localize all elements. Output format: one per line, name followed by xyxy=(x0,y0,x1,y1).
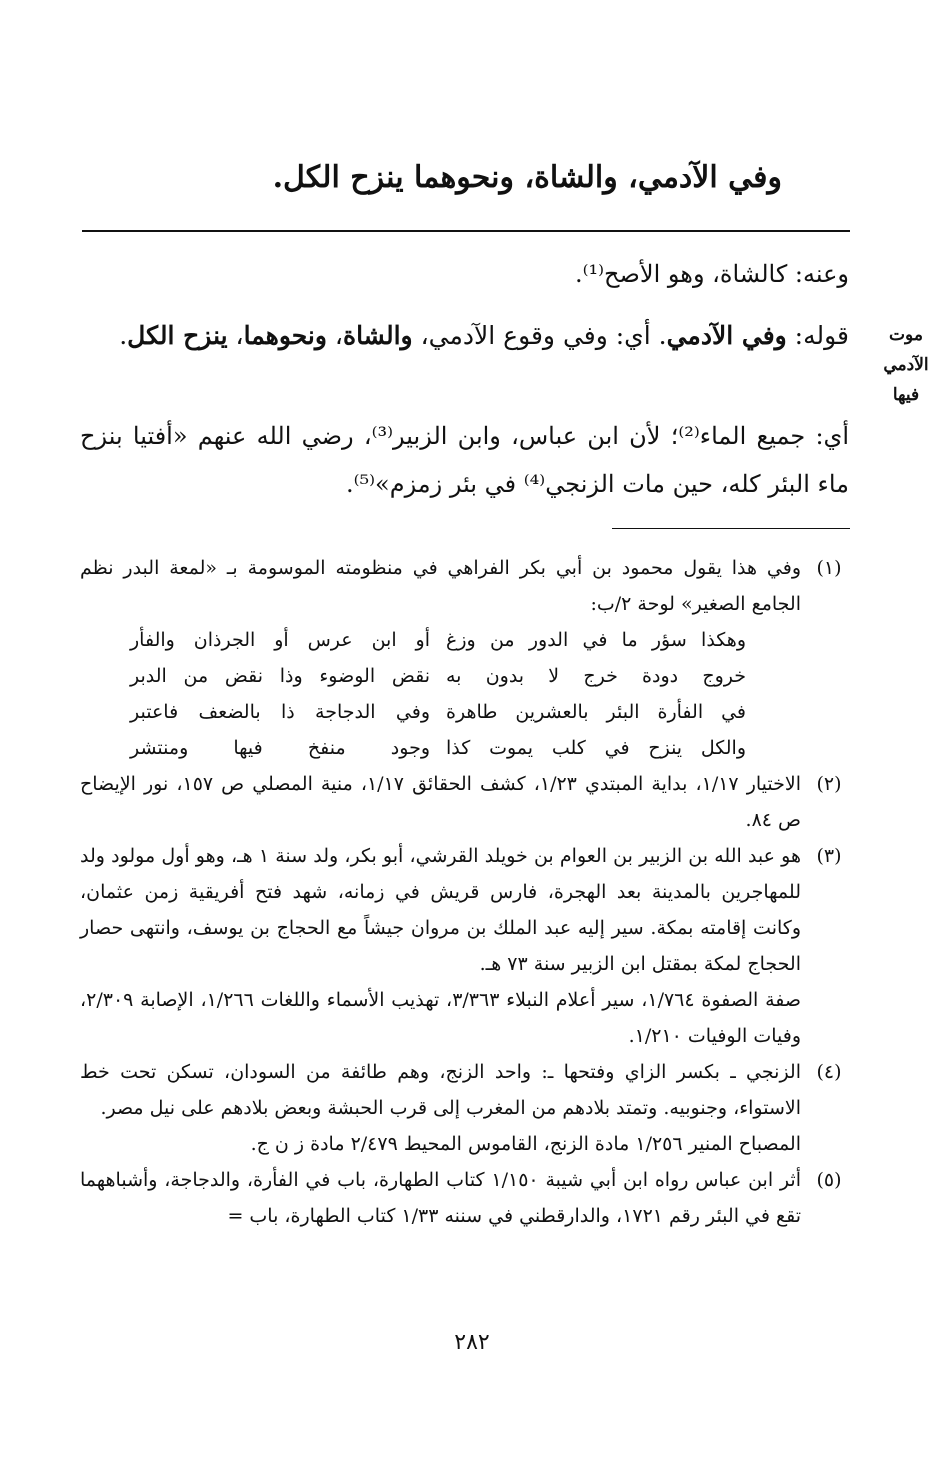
footnote-text: هو عبد الله بن الزبير بن العوام بن خويلد القرشي، أبو بكر، ولد سنة ١ هـ، وهو أول مولود ولد للمهاجرين بالمدينة بعد الهجرة، فارس قريش في زمانه، شهد فتح أفريقية زمن عثمان، وكانت إقامته بمكة. سير إليه عبد الملك بن مروان جيشاً مع الحجاج بن يوسف، وانتهى حصار الحجاج لمكة بمقتل ابن الزبير سنة ٧٣ هـ. xyxy=(80,845,801,975)
poem-hemistich-left: أو ابن عرس أو الجرذان والفأر xyxy=(130,629,430,651)
footnote-text: وفي هذا يقول محمود بن أبي بكر الفراهي في منظومته الموسومة بـ «لمعة البدر نظم الجامع الصغير» لوحة ٢/ب: xyxy=(80,557,801,615)
footnote-text: أثر ابن عباس رواه ابن أبي شيبة ١/١٥٠ كتاب الطهارة، باب في الفأرة، والدجاجة، وأشباههما تقع في البئر رقم ١٧٢١، والدارقطني في سننه ١/٣٣ كتاب الطهارة، باب = xyxy=(80,1169,801,1227)
footnote-1 xyxy=(80,550,842,766)
poem-hemistich-right: والكل ينزح في كلب يموت كذا xyxy=(446,737,746,759)
poem-hemistich-right: وهكذا سؤر ما في الدور من وزغ xyxy=(446,629,746,651)
para2-sep: ، xyxy=(326,321,343,350)
margin-note-line: فيها xyxy=(892,385,920,405)
poem-line xyxy=(80,694,801,730)
para2-bold-3: ونحوهما xyxy=(243,321,327,350)
para2-bold-2: والشاة xyxy=(342,321,413,350)
margin-note xyxy=(868,320,944,410)
footnote-text: الزنجي ـ بكسر الزاي وفتحها ـ: واحد الزنج، وهم طائفة من السودان، تسكن تحت خط الاستواء، وجنوبيه. وتمتد بلادهم من المغرب إلى قرب الحبشة وبعض بلادهم على نيل مصر. xyxy=(80,1061,801,1119)
poem-line xyxy=(80,730,801,766)
commentary-paragraph-1: وعنه: كالشاة، وهو الأصح⁽¹⁾. xyxy=(574,260,849,288)
commentary-paragraph-2 xyxy=(80,312,849,360)
poem-hemistich-left: وفي الدجاجة ذا بالضعف فاعتبر xyxy=(130,701,430,723)
footnote-sources: صفة الصفوة ١/٧٦٤، سير أعلام النبلاء ٣/٣٦٣، تهذيب الأسماء واللغات ١/٢٦٦، الإصابة ٢/٣٠٩، وفيات الوفيات ١/٢١٠. xyxy=(80,989,802,1047)
poem-line xyxy=(80,622,801,658)
para2-mid: . أي: وفي وقوع الآدمي، xyxy=(412,321,667,350)
matn-heading: وفي الآدمي، والشاة، ونحوهما ينزح الكل. xyxy=(272,160,782,195)
footnote-number: (٣) xyxy=(816,845,842,867)
footnote-divider xyxy=(612,528,850,529)
poem-hemistich-right: في الفأرة البئر بالعشرين طاهرة xyxy=(446,701,746,723)
footnote-number: (١) xyxy=(816,557,842,579)
footnote-3 xyxy=(80,838,842,1054)
footnote-text: الاختيار ١/١٧، بداية المبتدي ١/٢٣، كشف الحقائق ١/١٧، منية المصلي ص ١٥٧، نور الإيضاح ص ٨٤. xyxy=(80,773,801,831)
footnote-number: (٥) xyxy=(816,1169,842,1191)
para2-end: . xyxy=(119,321,128,350)
footnote-sources: المصباح المنير ١/٢٥٦ مادة الزنج، القاموس المحيط ٢/٤٧٩ مادة ز ن ج. xyxy=(250,1133,801,1155)
footnote-5 xyxy=(80,1162,842,1234)
footnote-2 xyxy=(80,766,842,838)
margin-note-line: موت xyxy=(889,325,923,345)
footnote-number: (٢) xyxy=(816,773,842,795)
para2-lead: قوله: xyxy=(786,321,849,350)
page-number: ٢٨٢ xyxy=(454,1330,490,1355)
footnotes xyxy=(80,550,849,1234)
poem-line xyxy=(80,658,801,694)
para2-bold-1: وفي الآدمي xyxy=(666,321,787,350)
poem xyxy=(80,622,801,766)
footnote-number: (٤) xyxy=(816,1061,842,1083)
poem-hemistich-left: وجود منفخ فيها ومنتشر xyxy=(130,737,430,759)
para2-bold-4: ينزح الكل xyxy=(127,321,228,350)
footnote-4 xyxy=(80,1054,842,1162)
poem-hemistich-right: خروج دودة خرج لا بدون به xyxy=(446,665,746,687)
commentary-paragraph-3: أي: جميع الماء⁽²⁾؛ لأن ابن عباس، وابن الزبير⁽³⁾، رضي الله عنهم «أفتيا بنزح ماء البئر كله، حين مات الزنجي⁽⁴⁾ في بئر زمزم»⁽⁵⁾. xyxy=(80,422,849,498)
top-divider xyxy=(82,230,850,232)
para2-sep-2: ، xyxy=(227,321,244,350)
poem-hemistich-left: نقض الوضوء وذا نقض من الدبر xyxy=(130,665,430,687)
margin-note-line: الآدمي xyxy=(883,355,929,375)
